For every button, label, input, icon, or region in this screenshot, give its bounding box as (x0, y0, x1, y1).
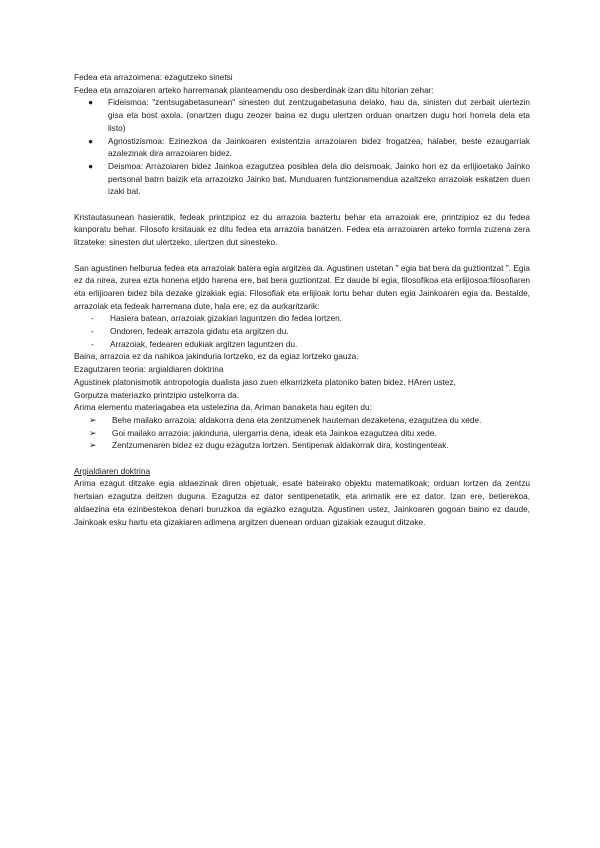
spacer (74, 249, 530, 262)
list-item-text: Ondoren, fedeak arrazoia gidatu eta argitzen du. (110, 326, 289, 337)
faith-reason-list (74, 312, 530, 350)
spacer (74, 452, 530, 465)
arrow-marker: ➢ (89, 440, 97, 451)
list-item-text: Hasiera batean, arrazoiak gizakiari laguntzen dio fedea lortzen. (110, 313, 342, 324)
list-item-text: Behe mailako arrazoia: aldakorra dena eta zentzumenek hauteman dezaketena, ezagutzea du xede. (112, 414, 482, 425)
bullet-marker: ● (88, 160, 94, 171)
list-item (74, 160, 530, 198)
list-item (74, 135, 530, 160)
section-title: Fedea eta arrazoimena: ezagutzeko sinetsi (74, 72, 233, 82)
list-item-text: Deismoa: Arrazoiaren bidez Jainkoa ezagutzea posiblea dela dio deismoak, Jainko hori ez da erlijioetako Jainko pertsonal batrn baizik eta arrazoizko Jainko bat, Munduaren funtzionamendua azaltzeko arrazoiak eskatzen duen izaki bat. (108, 160, 530, 197)
list-item (74, 338, 530, 351)
list-item-text: Arrazoiak, fedearen edukiak argitzen laguntzen du. (110, 338, 298, 349)
arrow-marker: ➢ (89, 414, 97, 425)
text-line: Arima elementu materiagabea eta ustelezina da. Ariman banaketa hau egiten du: (74, 402, 372, 413)
paragraph: Kristautasunean hasieratik, fedeak printzipioz ez du arrazoia baztertu behar eta arrazoiak ere, printzipioz ez du fedea kanporatu behar. Filosofo krsitauak ez ditu fedea eta arrazoia banatzen. Fedea eta arrazoiaren arteko formla zuzena zera litzateke: sinesten dut ulertzeko, ulertzen dut sinesteko. (74, 211, 530, 248)
text-line: Gorputza materiazko printzipio ustelkorra da. (74, 389, 240, 400)
paragraph: San agustinen helburua fedea eta arrazoiak batera egia argitzea da. Agustinen ustetan " egia bat bera da guztiontzat ". Egia ez da nirea, zurea ezta honena etjdo harena ere, bat bera guztiontzat. Ez daude bi egia, filosofikoa eta erlijiosoa:filosofiaren eta erlijioaren bidez bila dezake gizakiak egia. Filosofiak eta erlijioak lortu behar duten egia Jainkoaren egia da. Bestalde, arrazoiak eta fedeak harremana dute, hala ere, ez da aurkaritzarik: (74, 262, 530, 311)
dash-marker: - (91, 326, 94, 337)
belief-positions-list (74, 96, 530, 198)
subheading: Ezagutzaren teoria: argialdiaren doktrina (74, 364, 224, 375)
paragraph: Arima ezagut ditzake egia aldaezinak diren objetuak, esate bateirako objektu matematikoak; orduan lortzen da zentzu hertsian ezagutza deitzen duguna. Ezagutza ez dator sentipenetatik, eta arimatik ere ez dator. Izan ere, betierekoa, aldaezina eta ezinbestekoa denari buruzkoa da egiazko ezagutza. Agustinen ustez, Jainkoaren gogoan baino ez daude, Jainkoak esku hartu eta gizakiaren adimena argitzen duenean orduan gizakiak ezaugut ditzake. (74, 478, 530, 527)
text-line: Baina, arrazoia ez da nahikoa jakinduria lortzeko, ez da egiaz lortzeko gauza. (74, 351, 359, 362)
list-item (74, 414, 530, 427)
list-item (74, 312, 530, 325)
text-line: Agustinek platonismotik antropologia dualista jaso zuen elkarrizketa platoniko baten bidez. HAren ustez, (74, 376, 456, 387)
document-page (74, 71, 530, 528)
soul-division-list (74, 414, 530, 452)
dash-marker: - (91, 338, 94, 349)
list-item (74, 439, 530, 452)
spacer (74, 198, 530, 211)
list-item-text: Goi mailako arrazoia: jakinduria, ulergarria dena, ideak eta Jainkoa ezagutzea ditu xede. (112, 427, 437, 438)
list-item (74, 96, 530, 134)
list-item (74, 325, 530, 338)
list-item-text: Agnostizismoa: Ezinezkoa da Jainkoaren existentzia arrazoiaren bidez frogatzea, halaber, beste ezaugarriak azalezinak dira arrazoiaren bidez. (108, 135, 530, 159)
section-intro: Fedea eta arrazoiaren arteko harremanak planteamendu oso desberdinak izan ditu hitorian zehar: (74, 84, 434, 95)
arrow-marker: ➢ (89, 427, 97, 438)
dash-marker: - (91, 313, 94, 324)
list-item (74, 427, 530, 440)
bullet-marker: ● (88, 97, 94, 108)
underlined-heading: Argialdiaren doktrina (74, 465, 151, 476)
bullet-marker: ● (88, 135, 94, 146)
list-item-text: Fideismoa: "zentsugabetasunean" sinesten dut zentzugabetasuna delako, hau da, sinisten dut zerbait ulertezin gisa eta bost axola. (onartzen dugu zeozer baina ez dugu ulertzen orduan onartzen dugu hori horrela dela eta listo) (108, 97, 530, 133)
list-item-text: Zentzumenaren bidez ez dugu ezagutza lortzen. Sentipenak aldakorrak dira, kostingenteak. (112, 440, 449, 451)
